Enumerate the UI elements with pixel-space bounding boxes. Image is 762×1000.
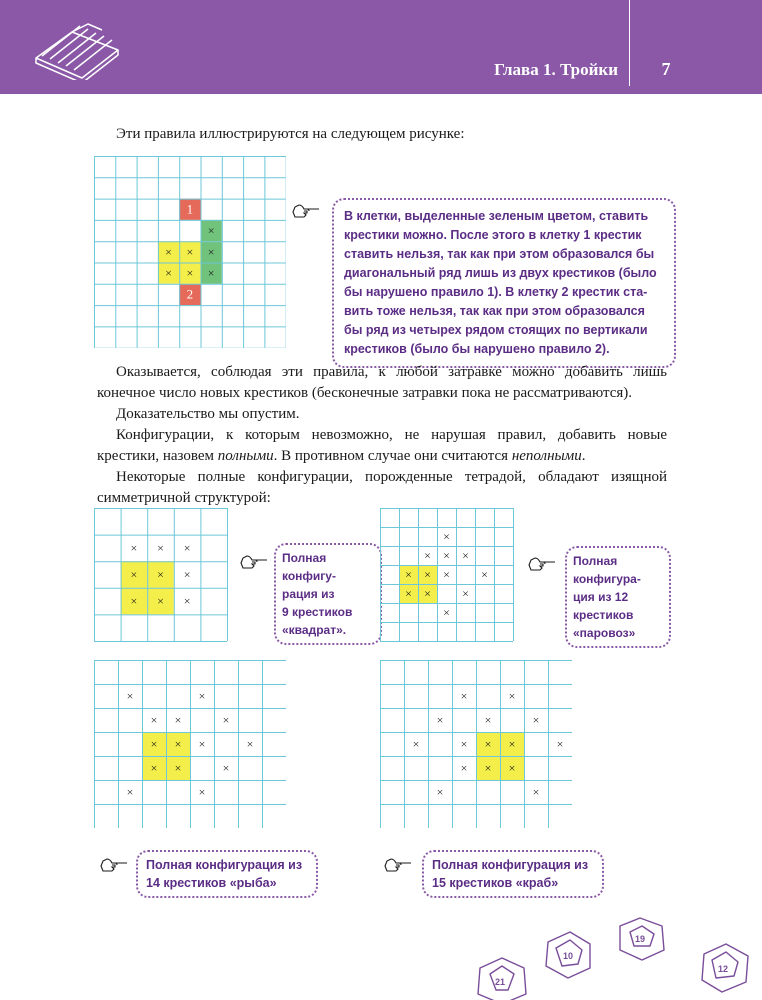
cross-mark: × [198, 689, 206, 703]
pointing-hand-icon [528, 556, 556, 577]
cross-mark: × [424, 548, 431, 563]
cross-mark: × [508, 761, 516, 775]
callout-line: конфигу- [282, 569, 336, 583]
cross-mark: × [126, 785, 134, 799]
cross-mark: × [424, 567, 431, 582]
cell-number: 1 [186, 201, 194, 217]
body-paragraph-finite: Оказывается, соблюдая эти правила, к любой затравке можно добавить лишь конечное число новых крестиков (бесконечные затравки пока не рассматриваются). [97, 364, 667, 401]
body-paragraph-symmetric: Некоторые полные конфигурации, порожденные тетрадой, обладают изящной симметричной структурой: [97, 469, 667, 506]
fish-callout [136, 850, 318, 898]
cross-mark: × [424, 586, 431, 601]
cross-mark: × [126, 689, 134, 703]
cross-mark: × [183, 594, 191, 609]
callout-line: В клетки, выделенные зеленым цветом, ставить [344, 209, 649, 223]
cross-mark: × [165, 244, 172, 259]
cross-mark: × [484, 761, 492, 775]
cross-mark: × [174, 737, 182, 751]
cross-mark: × [443, 548, 450, 563]
callout-line: Полная конфигурация из [432, 858, 589, 872]
cross-mark: × [222, 713, 230, 727]
cross-mark: × [207, 266, 215, 281]
cross-mark: × [198, 785, 206, 799]
cross-mark: × [130, 594, 138, 609]
callout-line: 14 крестиков «рыба» [146, 876, 277, 890]
cross-mark: × [443, 567, 450, 582]
text-run: . В противном случае они считаются [273, 448, 512, 464]
cross-mark: × [150, 713, 158, 727]
intro-paragraph: Эти правила иллюстрируются на следующем рисунке: [116, 126, 465, 142]
cross-mark: × [462, 586, 469, 601]
square-config-grid [94, 508, 228, 642]
callout-line: рация из [282, 587, 335, 601]
callout-line: бы нарушено правило 1). В клетку 2 крестик ста- [344, 285, 648, 299]
cross-mark: × [157, 567, 164, 582]
fish-config-grid [94, 660, 286, 828]
cross-mark: × [130, 567, 138, 582]
callout-line: ставить нельзя, так как при этом образовался бы [344, 247, 655, 261]
cross-mark: × [150, 761, 158, 775]
cross-mark: × [246, 737, 254, 751]
crab-config-grid [380, 660, 572, 828]
train-config-grid [380, 508, 514, 642]
cross-mark: × [412, 737, 420, 751]
cross-mark: × [462, 548, 469, 563]
cross-mark: × [150, 737, 158, 751]
rules-grid [94, 156, 286, 348]
rules-callout [332, 198, 676, 368]
cross-mark: × [165, 266, 172, 281]
cross-mark: × [460, 761, 468, 775]
page-header [0, 0, 762, 94]
callout-line: ция из 12 [573, 590, 629, 604]
cross-mark: × [436, 713, 444, 727]
cross-mark: × [484, 737, 492, 751]
text-run: . [581, 448, 586, 464]
text-run: Конфигурации, к которым невозможно, не нарушая правил, добавить новые крестики, назовем [97, 427, 667, 464]
cross-mark: × [443, 529, 450, 544]
cross-mark: × [436, 785, 444, 799]
train-callout [565, 546, 671, 648]
cross-mark: × [508, 689, 516, 703]
cross-mark: × [174, 713, 182, 727]
cross-mark: × [222, 761, 230, 775]
cross-mark: × [508, 737, 516, 751]
callout-line: вить тоже нельзя, так как при этом образовался [344, 304, 645, 318]
cross-mark: × [460, 689, 468, 703]
callout-line: «квадрат». [282, 623, 347, 637]
callout-line: крестиков (было бы нарушено правило 2). [344, 342, 610, 356]
pointing-hand-icon [240, 554, 268, 575]
pointing-hand-icon [384, 857, 412, 878]
callout-line: крестики можно. После этого в клетку 1 крестик [344, 228, 642, 242]
cross-mark: × [532, 713, 540, 727]
callout-line: Полная [282, 551, 327, 565]
cross-mark: × [443, 605, 450, 620]
pointing-hand-icon [292, 203, 320, 224]
callout-line: 9 крестиков [282, 605, 353, 619]
pointing-hand-icon [100, 857, 128, 878]
cross-mark: × [186, 266, 194, 281]
svg-text:21: 21 [495, 977, 506, 987]
cross-mark: × [198, 737, 206, 751]
term-full: полными [217, 448, 274, 464]
cross-mark: × [532, 785, 540, 799]
svg-text:10: 10 [563, 951, 574, 961]
term-incomplete: неполными [511, 448, 582, 464]
cross-mark: × [157, 540, 164, 555]
cross-mark: × [405, 586, 412, 601]
cross-mark: × [174, 761, 182, 775]
callout-line: крестиков [573, 608, 634, 622]
cross-mark: × [405, 567, 412, 582]
crab-callout [422, 850, 604, 898]
cross-mark: × [481, 567, 488, 582]
dice-icon [440, 910, 762, 1000]
cross-mark: × [186, 244, 194, 259]
cross-mark: × [556, 737, 564, 751]
cross-mark: × [183, 540, 191, 555]
callout-line: Полная конфигурация из [146, 858, 303, 872]
callout-line: бы ряд из четырех рядом стоящих по вертикали [344, 323, 648, 337]
cross-mark: × [207, 223, 215, 238]
cross-mark: × [484, 713, 492, 727]
header-divider [629, 0, 630, 86]
cross-mark: × [207, 244, 215, 259]
notebook-icon [32, 18, 122, 85]
callout-line: Полная [573, 554, 618, 568]
callout-line: диагональный ряд лишь из двух крестиков (было [344, 266, 657, 280]
callout-line: конфигура- [573, 572, 641, 586]
callout-line: 15 крестиков «краб» [432, 876, 559, 890]
svg-text:19: 19 [635, 934, 646, 944]
cell-number: 2 [186, 286, 194, 302]
body-paragraph-proof: Доказательство мы опустим. [116, 406, 300, 422]
cross-mark: × [157, 594, 164, 609]
chapter-title: Глава 1. Тройки [494, 60, 618, 79]
body-paragraph-full-configs [97, 425, 667, 467]
callout-line: «паровоз» [573, 626, 636, 640]
cross-mark: × [130, 540, 138, 555]
cross-mark: × [183, 567, 191, 582]
cross-mark: × [460, 737, 468, 751]
svg-text:12: 12 [718, 964, 729, 974]
page-number: 7 [661, 59, 671, 79]
square-callout [274, 543, 382, 645]
